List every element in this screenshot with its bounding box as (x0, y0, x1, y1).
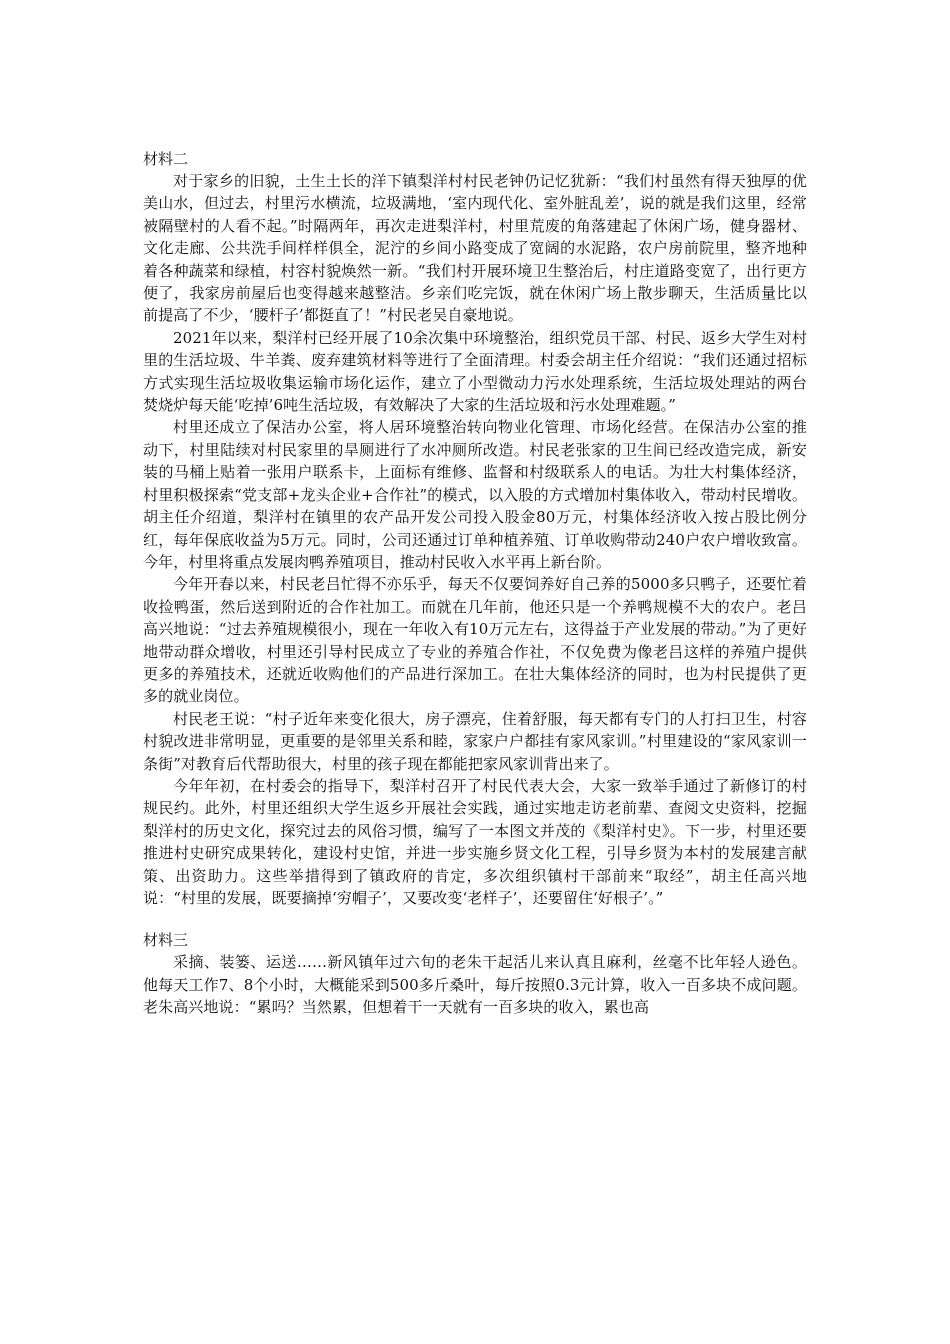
section-material-2 (143, 148, 807, 909)
paragraph: 对于家乡的旧貌，土生土长的洋下镇梨洋村村民老钟仍记忆犹新：“我们村虽然有得天独厚的优美山水，但过去，村里污水横流，垃圾满地，‘室内现代化、室外脏乱差’，说的就是我们这里，经常被隔壁村的人看不起。”时隔两年，再次走进梨洋村，村里荒废的角落建起了休闲广场，健身器材、文化走廊、公共洗手间样样俱全，泥泞的乡间小路变成了宽阔的水泥路，农户房前院里，整齐地种着各种蔬菜和绿植，村容村貌焕然一新。“我们村开展环境卫生整治后，村庄道路变宽了，出行更方便了，我家房前屋后也变得越来越整洁。乡亲们吃完饭，就在休闲广场上散步聊天，生活质量比以前提高了不少，‘腰杆子’都挺直了！”村民老吴自豪地说。 (143, 172, 807, 325)
paragraph: 今年年初，在村委会的指导下，梨洋村召开了村民代表大会，大家一致举手通过了新修订的村规民约。此外，村里还组织大学生返乡开展社会实践，通过实地走访老前辈、查阅文史资料，挖掘梨洋村的历史文化，探究过去的风俗习惯，编写了一本图文并茂的《梨洋村史》。下一步，村里还要推进村史研究成果转化，建设村史馆，并进一步实施乡贤文化工程，引导乡贤为本村的发展建言献策、出资助力。这些举措得到了镇政府的肯定，多次组织镇村干部前来“取经”，胡主任高兴地说：“村里的发展，既要摘掉‘穷帽子’，又要改变‘老样子’，还要留住‘好根子’。” (143, 776, 807, 907)
document-page (143, 148, 807, 1019)
paragraph: 2021年以来，梨洋村已经开展了10余次集中环境整治，组织党员干部、村民、返乡大学生对村里的生活垃圾、牛羊粪、废弃建筑材料等进行了全面清理。村委会胡主任介绍说：“我们还通过招标方式实现生活垃圾收集运输市场化运作，建立了小型微动力污水处理系统，生活垃圾处理站的两台焚烧炉每天能‘吃掉’6吨生活垃圾，有效解决了大家的生活垃圾和污水处理难题。” (143, 328, 807, 415)
section-title-material-2: 材料二 (143, 150, 189, 168)
paragraph: 今年开春以来，村民老吕忙得不亦乐乎，每天不仅要饲养好自己养的5000多只鸭子，还要忙着收捡鸭蛋，然后送到附近的合作社加工。而就在几年前，他还只是一个养鸭规模不大的农户。老吕高兴地说：“过去养殖规模很小，现在一年收入有10万元左右，这得益于产业发展的带动。”为了更好地带动群众增收，村里还引导村民成立了专业的养殖合作社，不仅免费为像老吕这样的养殖户提供更多的养殖技术，还就近收购他们的产品进行深加工。在壮大集体经济的同时，也为村民提供了更多的就业岗位。 (143, 575, 807, 706)
section-material-3 (143, 929, 807, 1018)
section-title-material-3: 材料三 (143, 931, 189, 950)
section-gap (143, 909, 807, 929)
paragraph: 采摘、装篓、运送……新风镇年过六旬的老朱干起活儿来认真且麻利，丝毫不比年轻人逊色。他每天工作7、8个小时，大概能采到500多斤桑叶，每斤按照0.3元计算，收入一百多块不成问题。老朱高兴地说：“累吗？当然累，但想着干一天就有一百多块的收入，累也高 (143, 953, 807, 1017)
paragraph: 村民老王说：“村子近年来变化很大，房子漂亮，住着舒服，每天都有专门的人打扫卫生，村容村貌改进非常明显，更重要的是邻里关系和睦，家家户户都挂有家风家训。”村里建设的“家风家训一条街”对教育后代帮助很大，村里的孩子现在都能把家风家训背出来了。 (143, 709, 807, 773)
paragraph: 村里还成立了保洁办公室，将人居环境整治转向物业化管理、市场化经营。在保洁办公室的推动下，村里陆续对村民家里的旱厕进行了水冲厕所改造。村民老张家的卫生间已经改造完成，新安装的马桶上贴着一张用户联系卡，上面标有维修、监督和村级联系人的电话。为壮大村集体经济，村里积极探索“党支部+龙头企业+合作社”的模式，以入股的方式增加村集体收入，带动村民增收。胡主任介绍道，梨洋村在镇里的农产品开发公司投入股金80万元，村集体经济收入按占股比例分红，每年保底收益为5万元。同时，公司还通过订单种植养殖、订单收购带动240户农户增收致富。今年，村里将重点发展肉鸭养殖项目，推动村民收入水平再上新台阶。 (143, 418, 807, 571)
